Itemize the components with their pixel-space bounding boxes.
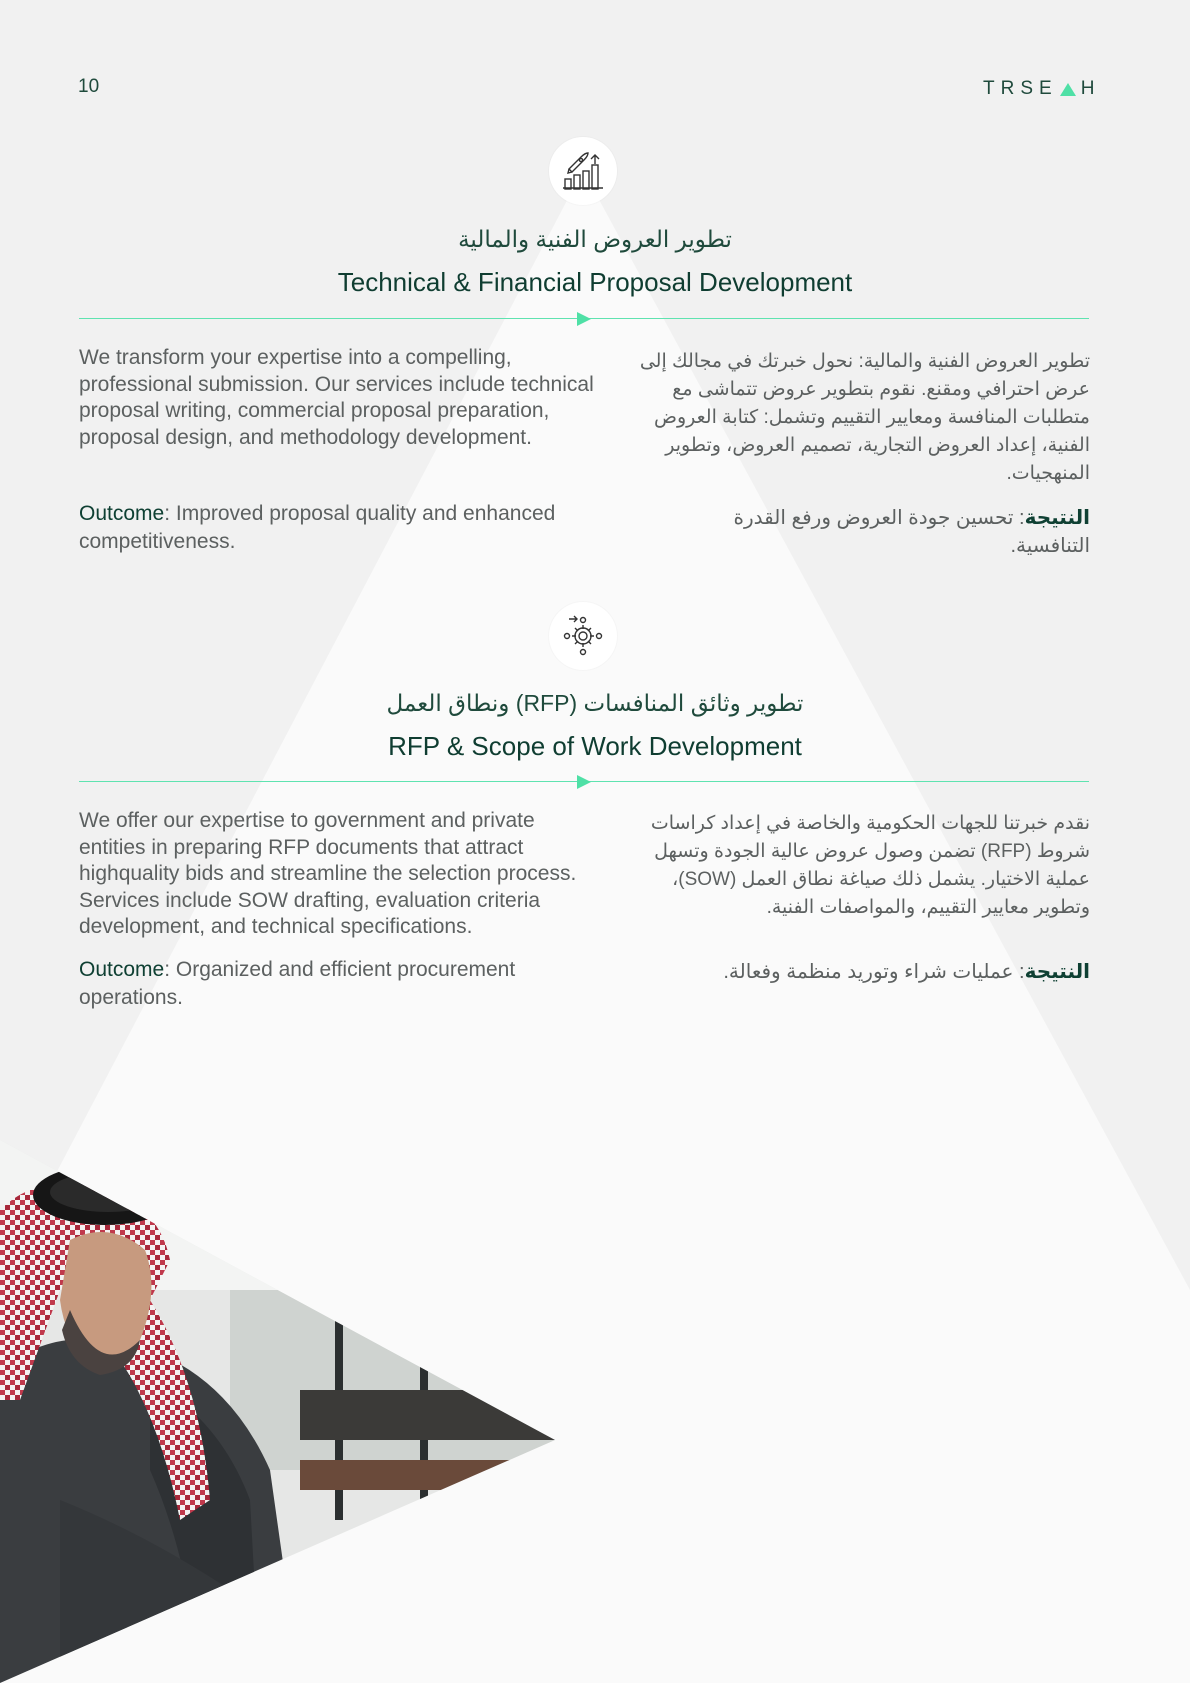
- body-en-text: We offer our expertise to government and private entities in preparing RFP documents that attract highquality bids and streamline the selection process. Services include SOW drafting, evaluation criteria development, and technical specifications.: [79, 809, 577, 938]
- brand-logo-text-right: H: [1080, 78, 1101, 99]
- brand-triangle-icon: [1060, 83, 1076, 96]
- divider-arrow-icon: [577, 775, 591, 789]
- section-body-ar: نقدم خبرتنا للجهات الحكومية والخاصة في إعداد كراسات شروط (RFP) تضمن وصول عروض عالية الجودة وتسهل عملية الاختيار. يشمل ذلك صياغة نطاق العمل (SOW)، وتطوير معايير التقييم، والمواصفات الفنية.: [650, 813, 1090, 918]
- section-title-en: RFP & Scope of Work Development: [388, 731, 802, 761]
- section-body-en: [79, 345, 599, 451]
- page-number: 10: [78, 76, 100, 97]
- outcome-label-en: Outcome: [79, 958, 165, 981]
- section-body-en: [79, 808, 599, 941]
- section-title-ar: تطوير العروض الفنية والمالية: [458, 226, 732, 252]
- section-outcome-en: [79, 500, 599, 556]
- brand-logo: [983, 78, 1100, 100]
- outcome-text-en: : Organized and efficient procurement operations.: [79, 958, 516, 1009]
- outcome-label-ar: النتيجة: [1024, 507, 1090, 529]
- section-outcome-ar: [660, 958, 1090, 986]
- section-title-en: Technical & Financial Proposal Development: [337, 267, 853, 297]
- section-body-ar: تطوير العروض الفنية والمالية: نحول خبرتك في مجالك إلى عرض احترافي ومقنع. نقوم بتطوير عروض تتماشى مع متطلبات المنافسة ومعايير التقييم وتشمل: كتابة العروض الفنية، إعداد العروض التجارية، تصميم العروض، وتطوير المنهجيات.: [639, 351, 1090, 484]
- divider-arrow-icon: [577, 312, 591, 326]
- body-en-text: We transform your expertise into a compelling, professional submission. Our services include technical proposal writing, commercial proposal preparation, proposal design, and methodology development.: [79, 346, 594, 449]
- rocket-growth-chart-icon: [549, 137, 617, 205]
- outcome-label-ar: النتيجة: [1024, 961, 1090, 983]
- section-title-ar: تطوير وثائق المنافسات (RFP) ونطاق العمل: [386, 690, 804, 716]
- gear-process-icon: [549, 602, 617, 670]
- outcome-text-ar: : تحسين جودة العروض ورفع القدرة التنافسية.: [733, 507, 1090, 557]
- section-outcome-en: [79, 956, 599, 1012]
- outcome-text-en: : Improved proposal quality and enhanced competitiveness.: [79, 502, 556, 553]
- outcome-text-ar: : عمليات شراء وتوريد منظمة وفعالة.: [723, 961, 1025, 983]
- outcome-label-en: Outcome: [79, 502, 165, 525]
- section-outcome-ar: [660, 504, 1090, 560]
- brand-logo-text-left: TRSE: [983, 78, 1058, 99]
- man-in-shemagh-photo: [0, 1140, 560, 1683]
